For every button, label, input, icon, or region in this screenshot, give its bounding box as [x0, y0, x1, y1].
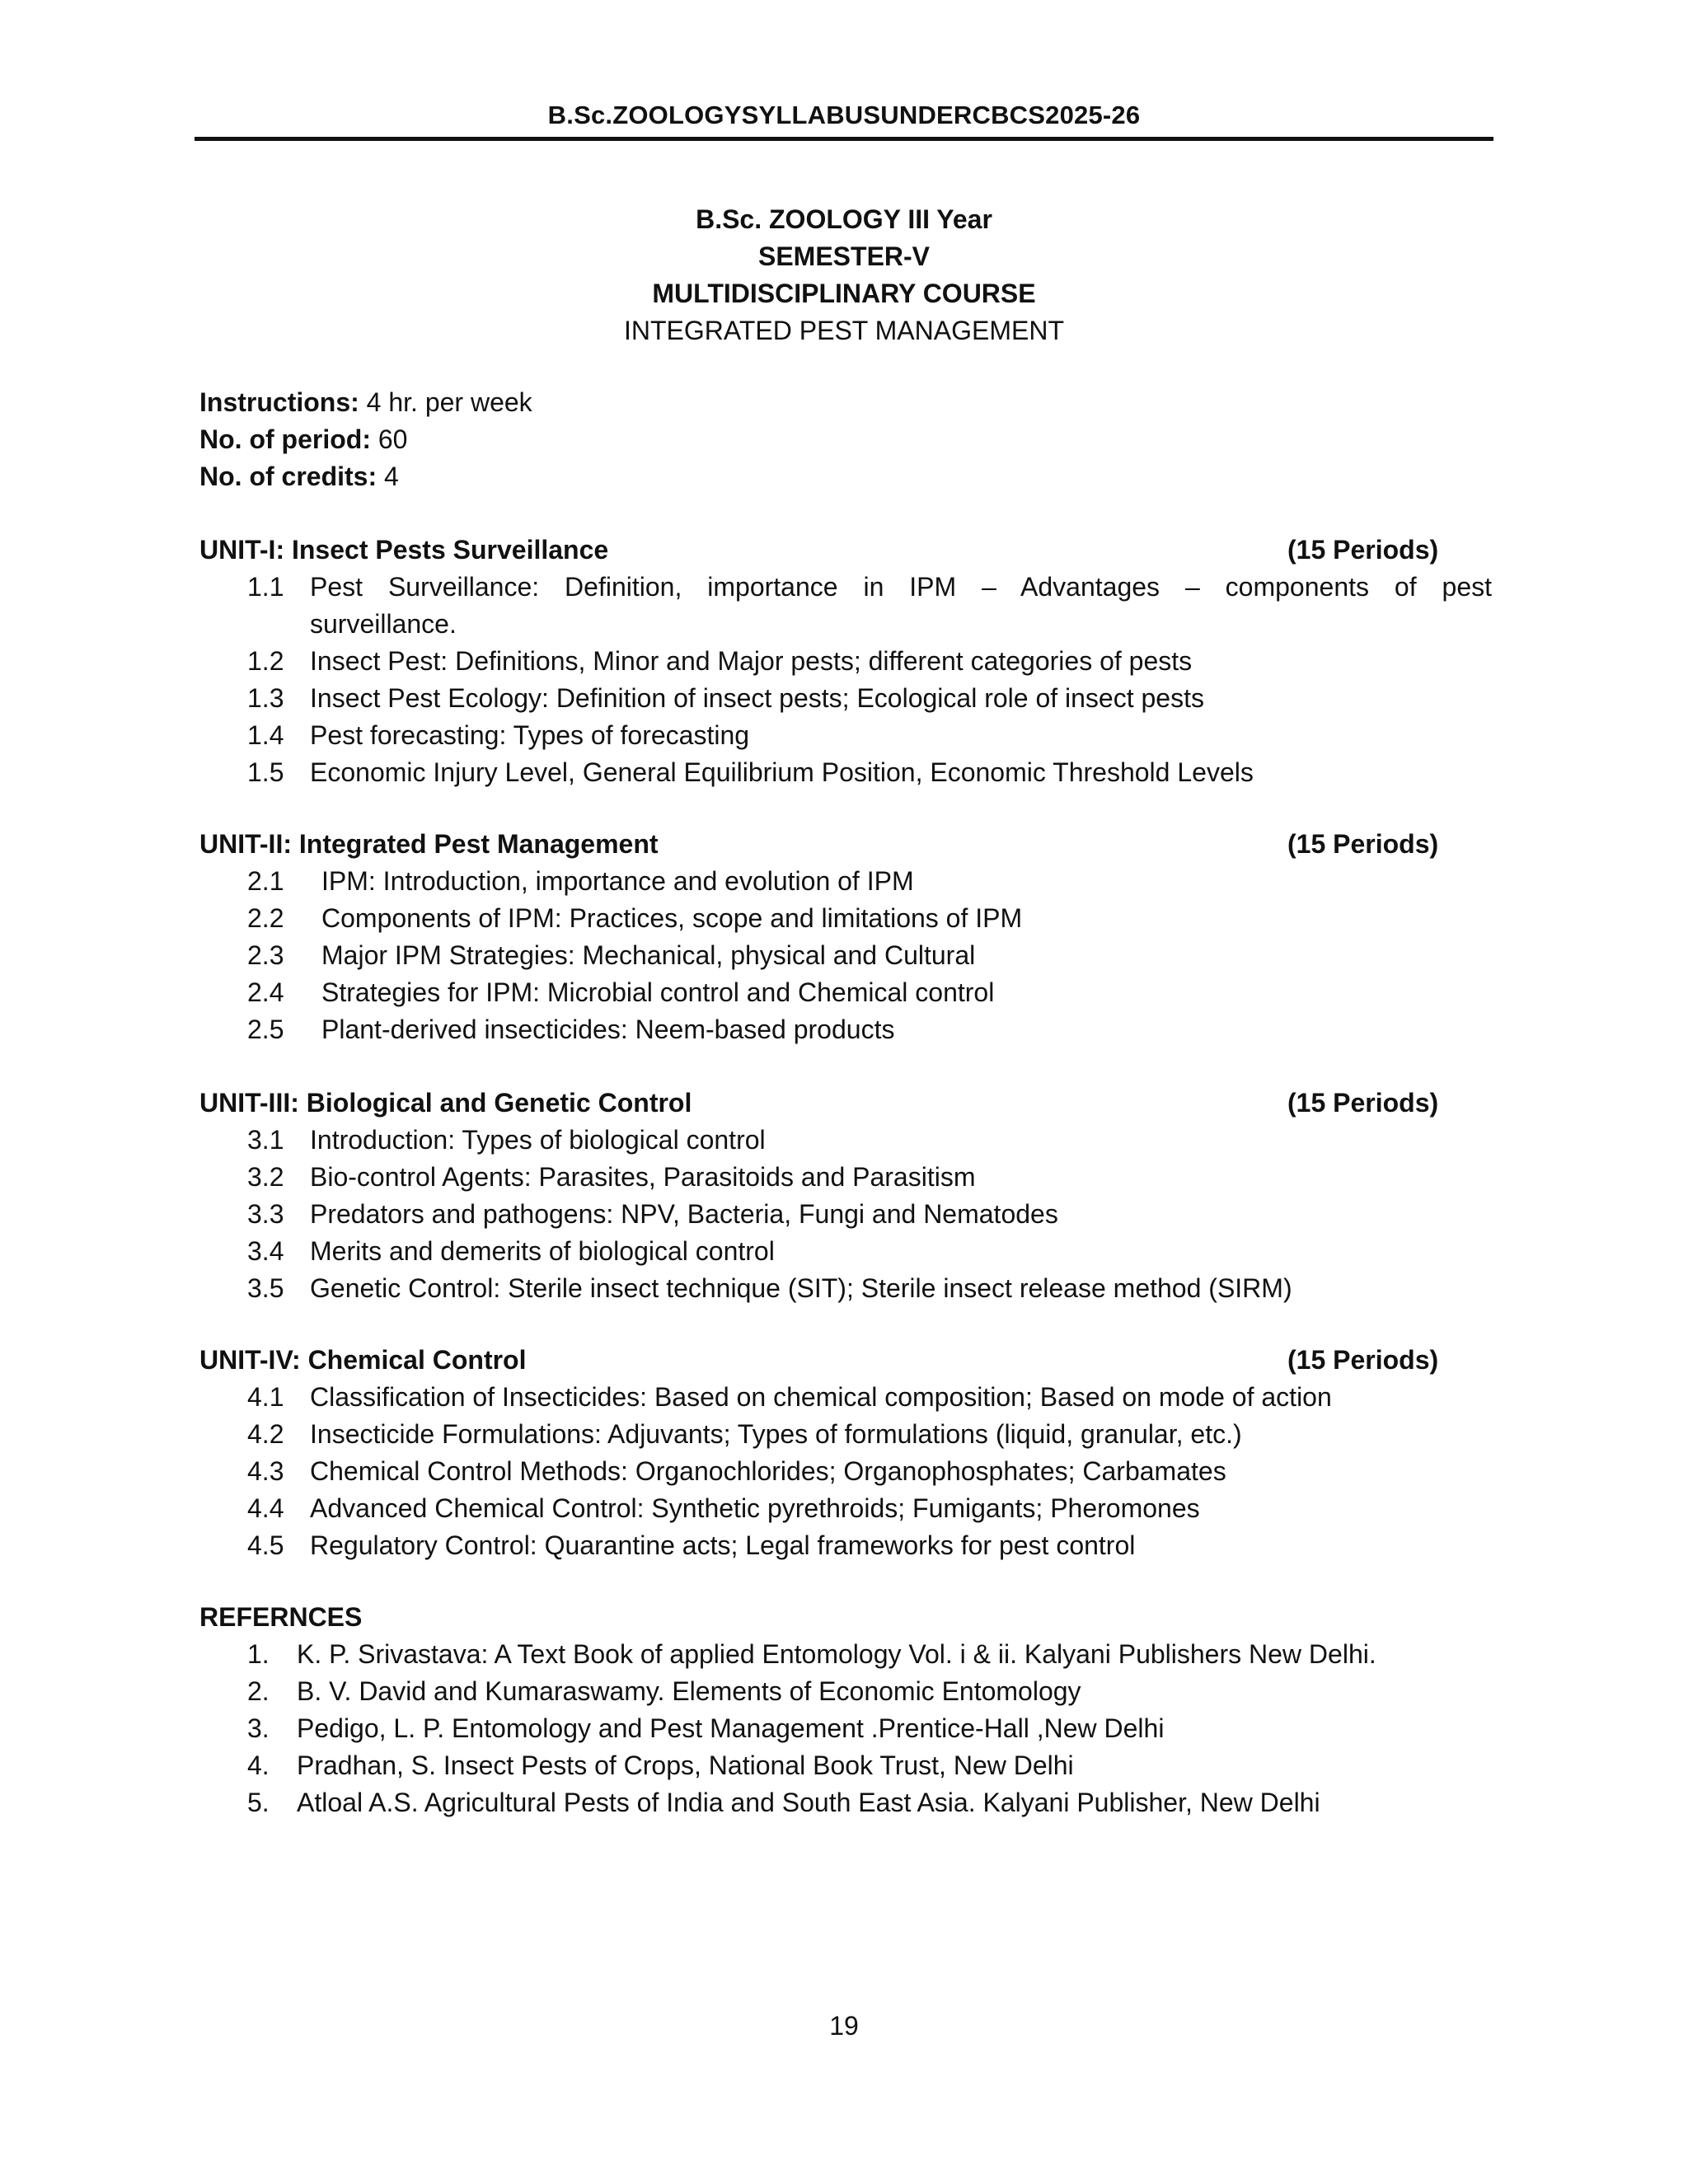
- course-meta: [199, 384, 532, 495]
- topic-item: [199, 1159, 1493, 1196]
- topic-number: 2.4: [247, 977, 284, 1007]
- meta-credits: [199, 458, 532, 495]
- reference-number: 5.: [247, 1788, 270, 1817]
- topic-item: [199, 1122, 1493, 1159]
- topic-item: [199, 1527, 1493, 1564]
- meta-value: 4: [377, 462, 399, 491]
- topic-text: Economic Injury Level, General Equilibrium Position, Economic Threshold Levels: [310, 757, 1254, 787]
- topic-text: Plant-derived insecticides: Neem-based products: [321, 1015, 895, 1044]
- topic-number: 2.1: [247, 866, 284, 896]
- topic-item: [199, 569, 1493, 606]
- meta-label: Instructions:: [199, 387, 359, 417]
- unit-title: UNIT-III: Biological and Genetic Control: [199, 1088, 692, 1118]
- topic-text: Insect Pest Ecology: Definition of insect pests; Ecological role of insect pests: [310, 683, 1204, 713]
- topic-number: 4.2: [247, 1419, 284, 1449]
- topic-text: Pest forecasting: Types of forecasting: [310, 720, 750, 750]
- topic-text: Introduction: Types of biological control: [310, 1125, 766, 1155]
- course-year-title: B.Sc. ZOOLOGY III Year: [696, 204, 992, 234]
- topic-number: 3.3: [247, 1199, 284, 1229]
- topic-number: 2.2: [247, 903, 284, 933]
- topic-item: [199, 863, 1493, 900]
- topic-number: 4.1: [247, 1382, 284, 1412]
- reference-item: [199, 1747, 1493, 1784]
- running-header: B.Sc.ZOOLOGYSYLLABUSUNDERCBCS2025-26: [547, 101, 1141, 129]
- topic-item: [199, 937, 1493, 974]
- reference-item: [199, 1710, 1493, 1747]
- unit-title: UNIT-II: Integrated Pest Management: [199, 829, 659, 859]
- topic-text: Insecticide Formulations: Adjuvants; Types of formulations (liquid, granular, etc.): [310, 1419, 1242, 1449]
- topic-number: 1.3: [247, 683, 284, 713]
- course-type-title: MULTIDISCIPLINARY COURSE: [652, 279, 1036, 308]
- topic-text: Advanced Chemical Control: Synthetic pyrethroids; Fumigants; Pheromones: [310, 1493, 1200, 1523]
- reference-number: 4.: [247, 1750, 270, 1780]
- topic-item: [199, 1379, 1493, 1416]
- reference-text: Atloal A.S. Agricultural Pests of India and South East Asia. Kalyani Publisher, New Delhi: [297, 1788, 1320, 1817]
- unit-periods: (15 Periods): [1287, 535, 1439, 565]
- topic-item: [199, 717, 1493, 754]
- topic-text: Merits and demerits of biological control: [310, 1236, 775, 1266]
- topic-item: [199, 1233, 1493, 1270]
- unit-title: UNIT-I: Insect Pests Surveillance: [199, 535, 609, 565]
- reference-number: 2.: [247, 1676, 270, 1706]
- topic-item: [199, 680, 1493, 717]
- topic-number: 1.1: [247, 572, 284, 602]
- reference-number: 3.: [247, 1713, 270, 1743]
- topic-continuation: [199, 606, 1493, 643]
- header-rule: [195, 137, 1493, 141]
- topic-number: 1.4: [247, 720, 284, 750]
- unit-3: [199, 1085, 1493, 1307]
- reference-text: K. P. Srivastava: A Text Book of applied Entomology Vol. i & ii. Kalyani Publishers New Delhi.: [297, 1639, 1376, 1669]
- topic-text-continued: surveillance.: [310, 609, 457, 639]
- topic-number: 1.2: [247, 646, 284, 676]
- topic-text: Classification of Insecticides: Based on chemical composition; Based on mode of action: [310, 1382, 1332, 1412]
- topic-text: Genetic Control: Sterile insect technique (SIT); Sterile insect release method (SIRM): [310, 1273, 1292, 1303]
- reference-text: Pedigo, L. P. Entomology and Pest Management .Prentice-Hall ,New Delhi: [297, 1713, 1165, 1743]
- topic-number: 1.5: [247, 757, 284, 787]
- topic-number: 4.4: [247, 1493, 284, 1523]
- references-section: [199, 1599, 1493, 1821]
- unit-periods: (15 Periods): [1287, 1345, 1439, 1375]
- topic-text: Bio-control Agents: Parasites, Parasitoids and Parasitism: [310, 1162, 976, 1192]
- topic-text: Predators and pathogens: NPV, Bacteria, Fungi and Nematodes: [310, 1199, 1058, 1229]
- unit-heading: [199, 1342, 1493, 1379]
- topic-number: 3.1: [247, 1125, 284, 1155]
- topic-item: [199, 974, 1493, 1011]
- topic-text: Pest Surveillance: Definition, importance in IPM – Advantages – components of pest: [310, 572, 1492, 602]
- unit-periods: (15 Periods): [1287, 1088, 1439, 1118]
- topic-item: [199, 643, 1493, 680]
- topic-number: 3.2: [247, 1162, 284, 1192]
- topic-item: [199, 1453, 1493, 1490]
- reference-text: B. V. David and Kumaraswamy. Elements of Economic Entomology: [297, 1676, 1081, 1706]
- semester-title: SEMESTER-V: [757, 241, 931, 271]
- unit-4: [199, 1342, 1493, 1564]
- topic-number: 3.4: [247, 1236, 284, 1266]
- topic-text: Regulatory Control: Quarantine acts; Legal frameworks for pest control: [310, 1530, 1136, 1560]
- unit-heading: [199, 1085, 1493, 1122]
- unit-2: [199, 826, 1493, 1048]
- unit-1: [199, 532, 1493, 791]
- topic-item: [199, 1416, 1493, 1453]
- topic-text: Insect Pest: Definitions, Minor and Major pests; different categories of pests: [310, 646, 1193, 676]
- topic-text: Major IPM Strategies: Mechanical, physical and Cultural: [321, 940, 976, 970]
- page-number: 19: [829, 2011, 859, 2041]
- topic-item: [199, 1270, 1493, 1307]
- topic-number: 2.5: [247, 1015, 284, 1044]
- meta-value: 4 hr. per week: [359, 387, 532, 417]
- meta-label: No. of period:: [199, 424, 371, 454]
- reference-item: [199, 1673, 1493, 1710]
- topic-item: [199, 900, 1493, 937]
- meta-instructions: [199, 384, 532, 421]
- topic-number: 3.5: [247, 1273, 284, 1303]
- topic-text: Chemical Control Methods: Organochlorides; Organophosphates; Carbamates: [310, 1456, 1226, 1486]
- topic-text: IPM: Introduction, importance and evolution of IPM: [321, 866, 914, 896]
- topic-number: 4.5: [247, 1530, 284, 1560]
- topic-item: [199, 1490, 1493, 1527]
- reference-text: Pradhan, S. Insect Pests of Crops, National Book Trust, New Delhi: [297, 1750, 1074, 1780]
- topic-item: [199, 1196, 1493, 1233]
- unit-periods: (15 Periods): [1287, 829, 1439, 859]
- title-block: [195, 201, 1493, 349]
- topic-item: [199, 1011, 1493, 1048]
- course-name-title: INTEGRATED PEST MANAGEMENT: [624, 316, 1064, 345]
- reference-item: [199, 1636, 1493, 1673]
- meta-label: No. of credits:: [199, 462, 377, 491]
- topic-number: 2.3: [247, 940, 284, 970]
- unit-heading: [199, 826, 1493, 863]
- topic-item: [199, 754, 1493, 791]
- references-heading: REFERNCES: [199, 1602, 363, 1632]
- unit-title: UNIT-IV: Chemical Control: [199, 1345, 527, 1375]
- topic-text: Components of IPM: Practices, scope and limitations of IPM: [321, 903, 1023, 933]
- reference-number: 1.: [247, 1639, 270, 1669]
- reference-item: [199, 1784, 1493, 1821]
- meta-value: 60: [370, 424, 408, 454]
- meta-periods: [199, 421, 532, 458]
- topic-text: Strategies for IPM: Microbial control and Chemical control: [321, 977, 995, 1007]
- topic-number: 4.3: [247, 1456, 284, 1486]
- unit-heading: [199, 532, 1493, 569]
